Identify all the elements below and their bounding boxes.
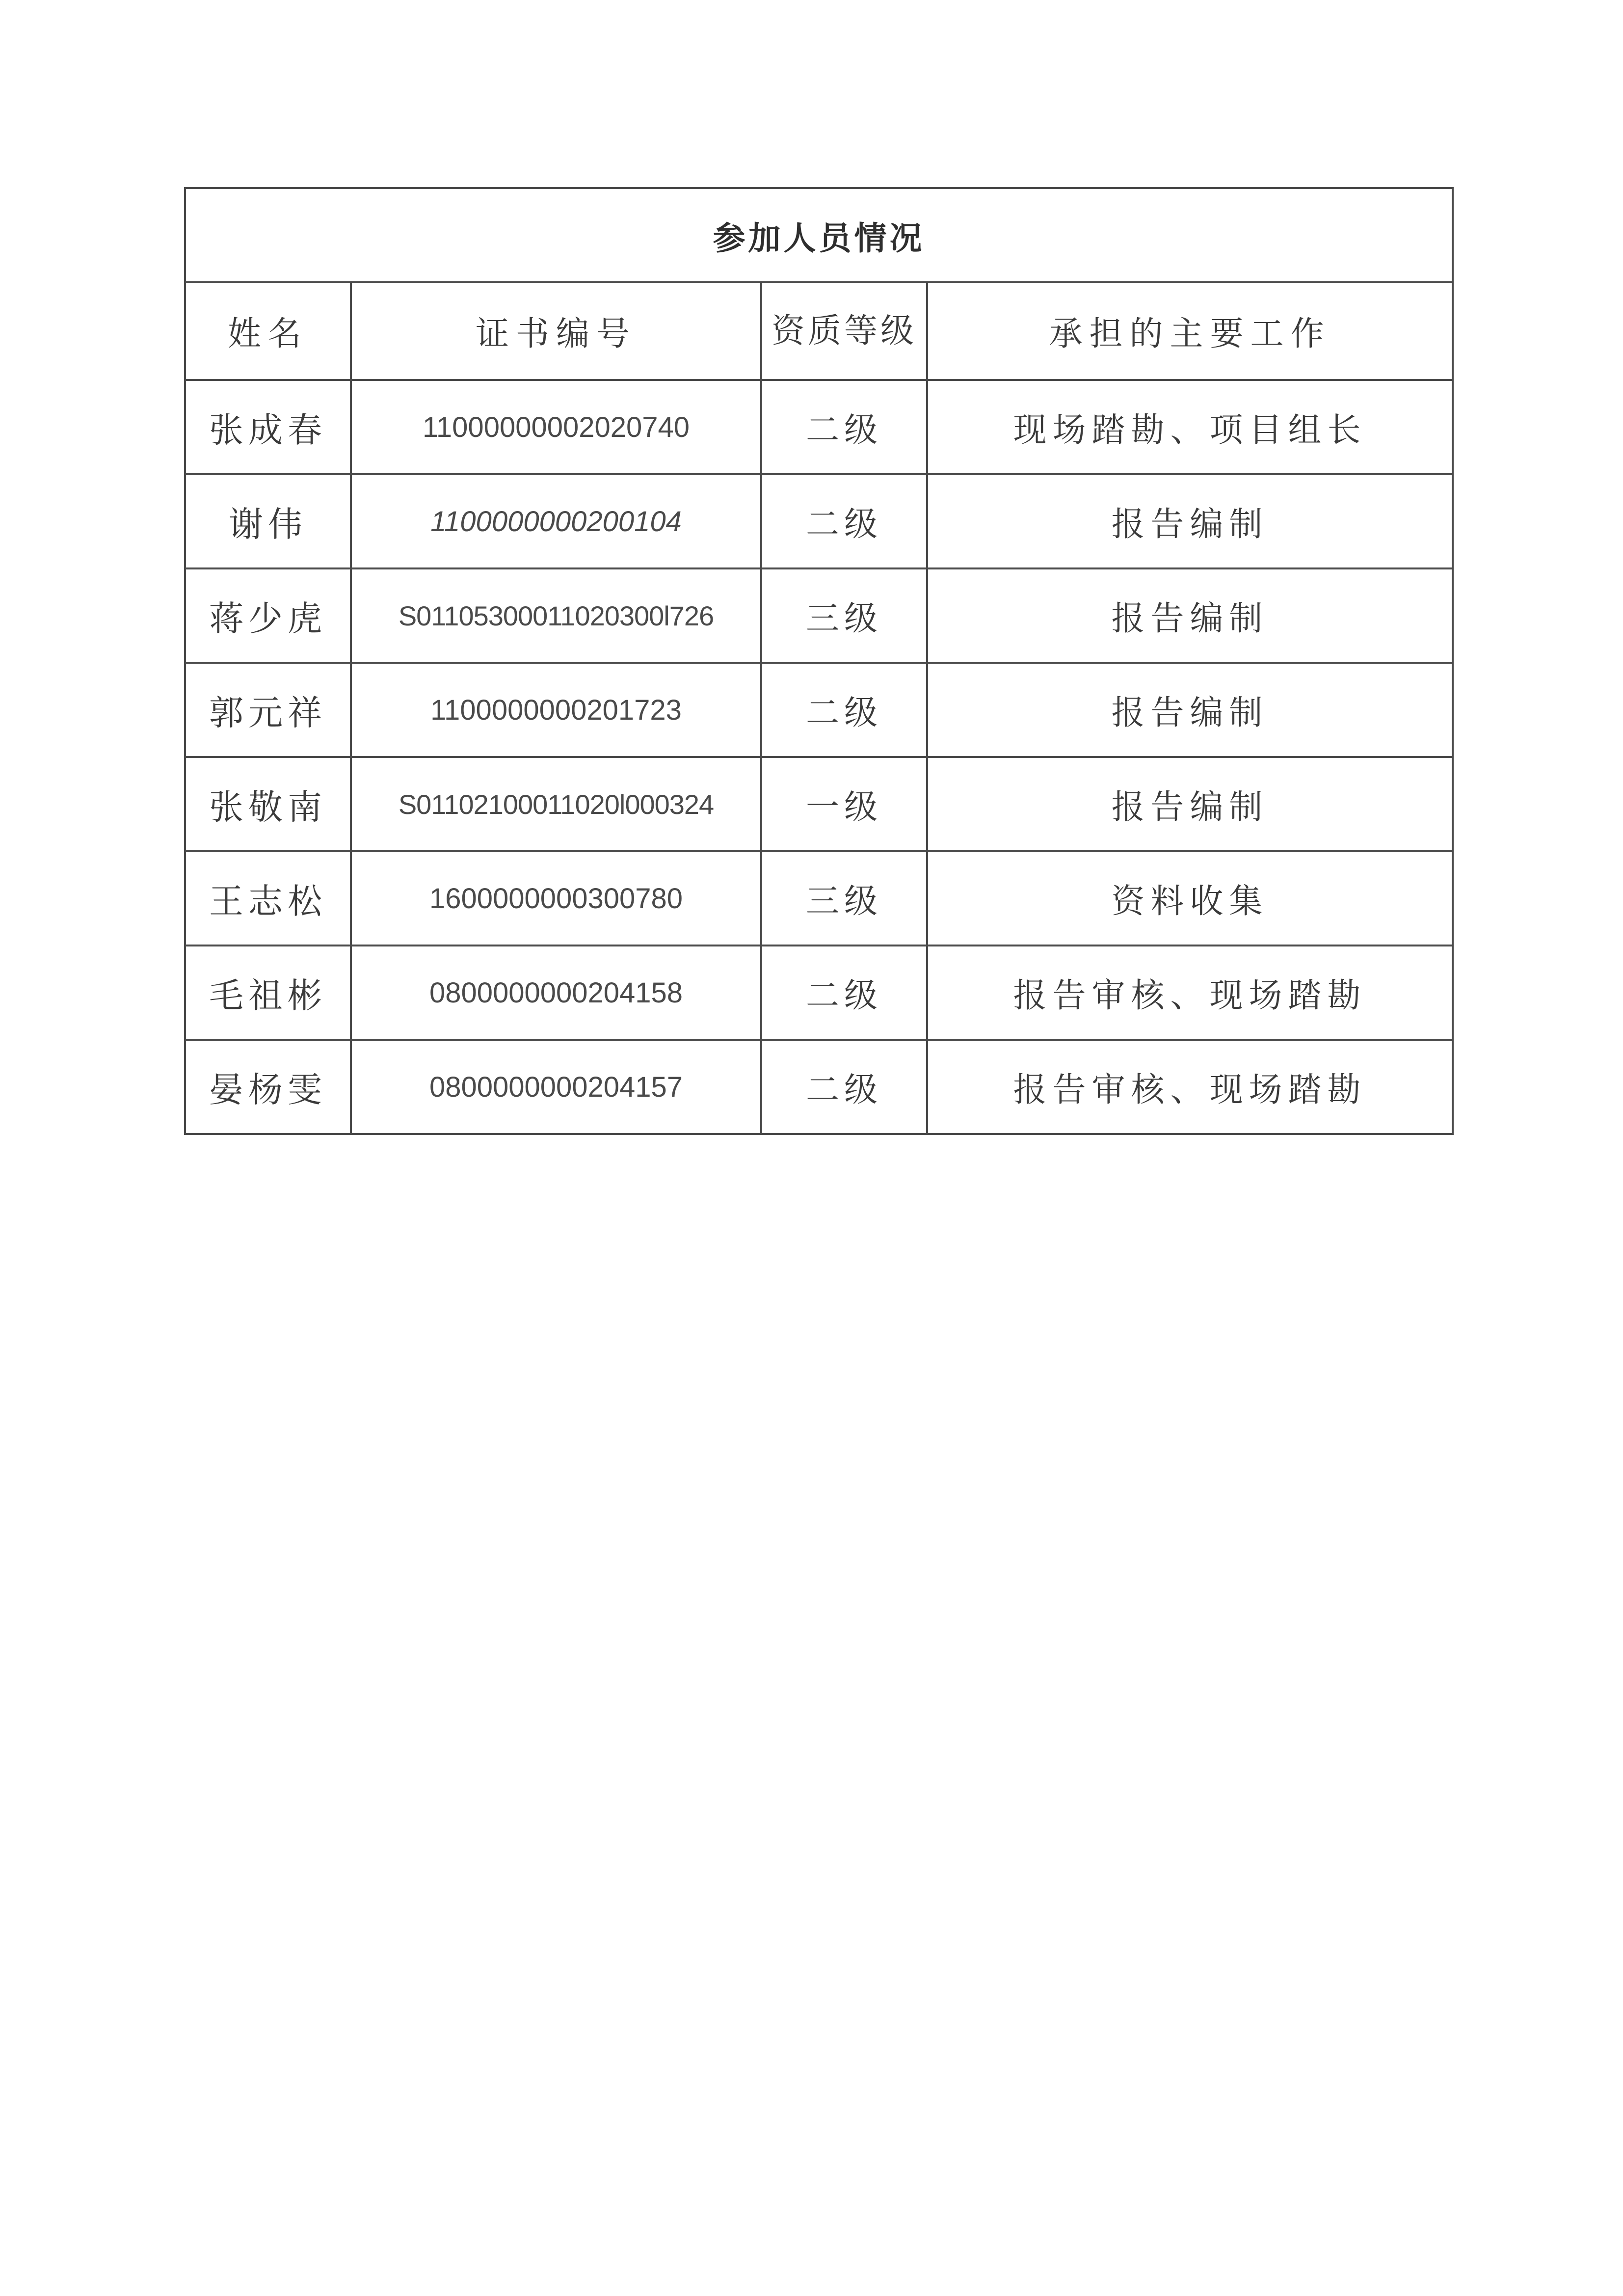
- row-name: 郭元祥: [185, 663, 351, 757]
- table-row: [185, 1040, 1453, 1134]
- header-level: 资质等级: [761, 282, 927, 380]
- row-level: 二级: [761, 380, 927, 474]
- row-duty: 报告编制: [927, 663, 1453, 757]
- row-cert-no: 11000000002020740: [351, 380, 761, 474]
- row-name: 毛祖彬: [185, 945, 351, 1040]
- row-name: 蒋少虎: [185, 568, 351, 663]
- table-title-row: [185, 188, 1453, 282]
- row-duty: 资料收集: [927, 851, 1453, 945]
- row-duty: 报告审核、现场踏勘: [927, 945, 1453, 1040]
- row-level: 三级: [761, 568, 927, 663]
- row-cert-no: S01102100011020l000324: [351, 757, 761, 851]
- row-duty: 报告审核、现场踏勘: [927, 1040, 1453, 1134]
- row-level: 二级: [761, 1040, 927, 1134]
- row-cert-no: 1100000000200104: [351, 474, 761, 568]
- table-row: [185, 757, 1453, 851]
- row-level: 二级: [761, 663, 927, 757]
- row-name: 谢伟: [185, 474, 351, 568]
- table-row: [185, 568, 1453, 663]
- header-duty: 承担的主要工作: [927, 282, 1453, 380]
- table-row: [185, 474, 1453, 568]
- row-name: 晏杨雯: [185, 1040, 351, 1134]
- row-name: 张成春: [185, 380, 351, 474]
- table-row: [185, 380, 1453, 474]
- table-header-row: [185, 282, 1453, 380]
- row-cert-no: 0800000000204158: [351, 945, 761, 1040]
- table-row: [185, 851, 1453, 945]
- table-title: 参加人员情况: [185, 188, 1453, 282]
- row-cert-no: 1600000000300780: [351, 851, 761, 945]
- header-name: 姓名: [185, 282, 351, 380]
- row-name: 张敬南: [185, 757, 351, 851]
- row-level: 三级: [761, 851, 927, 945]
- row-level: 一级: [761, 757, 927, 851]
- table-row: [185, 663, 1453, 757]
- table-row: [185, 945, 1453, 1040]
- row-duty: 现场踏勘、项目组长: [927, 380, 1453, 474]
- row-duty: 报告编制: [927, 757, 1453, 851]
- row-level: 二级: [761, 474, 927, 568]
- row-name: 王志松: [185, 851, 351, 945]
- header-cert-no: 证书编号: [351, 282, 761, 380]
- row-level: 二级: [761, 945, 927, 1040]
- row-cert-no: S01105300011020300l726: [351, 568, 761, 663]
- row-duty: 报告编制: [927, 568, 1453, 663]
- row-cert-no: 0800000000204157: [351, 1040, 761, 1134]
- personnel-table: [184, 187, 1454, 1135]
- row-cert-no: 1100000000201723: [351, 663, 761, 757]
- row-duty: 报告编制: [927, 474, 1453, 568]
